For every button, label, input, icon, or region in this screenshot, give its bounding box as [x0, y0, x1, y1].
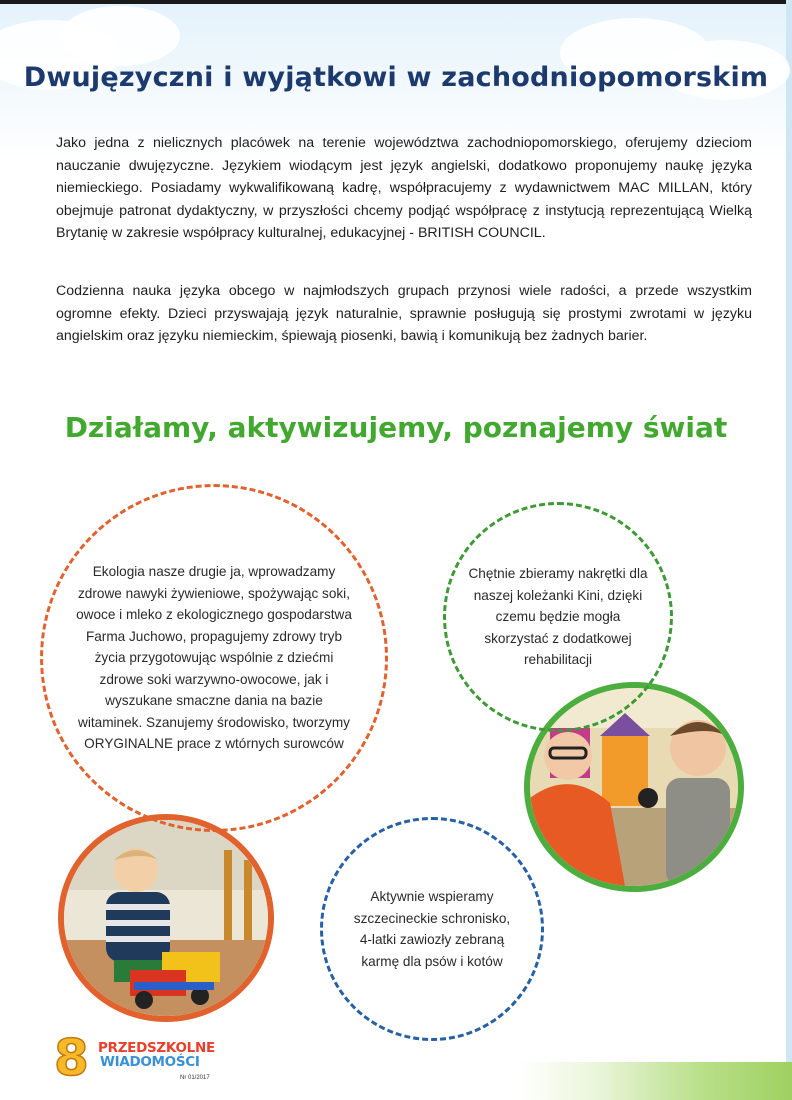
- cloud-decoration: [60, 6, 180, 66]
- page-number: 8: [54, 1029, 89, 1087]
- ecology-bubble-text: Ekologia nasze drugie ja, wprowadzamy zdrowe nawyki żywieniowe, spożywając soki, owoce i mleko z ekologicznego gospodarstwa Farma Juchowo, propagujemy zdrowy tryb życia przygotowując wspólnie z dziećmi zdrowe soki warzywno-owocowe, jak i wyszukane smaczne dania na bazie witaminek. Szanujemy środowisko, tworzymy ORYGINALNE prace z wtórnych surowców: [76, 564, 352, 752]
- ecology-bubble: [40, 484, 388, 832]
- page-title: Dwujęzyczni i wyjątkowi w zachodniopomorskim: [23, 62, 769, 93]
- section-heading: Działamy, aktywizujemy, poznajemy świat: [64, 411, 728, 444]
- bottle-caps-bubble: [443, 502, 673, 732]
- animal-shelter-bubble-text: Aktywnie wspieramy szczecineckie schronisko, 4-latki zawiozły zebraną karmę dla psów i kotów: [353, 889, 511, 969]
- magazine-logo-line2: WIADOMOŚCI: [100, 1053, 200, 1070]
- page-right-edge: [786, 0, 792, 1100]
- magazine-logo-line1: PRZEDSZKOLNE: [98, 1040, 215, 1056]
- bottle-caps-bubble-text: Chętnie zbieramy nakrętki dla naszej koleżanki Kini, dzięki czemu będzie mogła skorzystać z dodatkowej rehabilitacji: [468, 566, 648, 668]
- boy-with-toy-truck-photo: [58, 814, 274, 1022]
- intro-paragraph: Jako jedna z nielicznych placówek na terenie województwa zachodniopomorskiego, oferujemy dzieciom nauczanie dwujęzyczne. Językiem wiodącym jest język angielski, dodatkowo proponujemy naukę języka niemieckiego. Posiadamy wykwalifikowaną kadrę, współpracujemy z wydawnictwem MAC MILLAN, który obejmuje patronat dydaktyczny, w przyszłości chcemy podjąć współpracę z instytucją reprezentującą Wielką Brytanię w zakresie współpracy kulturalnej, edukacyjnej - BRITISH COUNCIL.: [56, 135, 752, 241]
- second-paragraph: Codzienna nauka języka obcego w najmłodszych grupach przynosi wiele radości, a przede wszystkim ogromne efekty. Dzieci przyswajają język naturalnie, sprawnie posługują się prostymi zwrotami w języku angielskim oraz języku niemieckim, śpiewają piosenki, bawią i komunikują bez żadnych barier.: [56, 283, 752, 344]
- animal-shelter-bubble: [320, 817, 544, 1041]
- issue-number: Nr 01/2017: [180, 1075, 210, 1081]
- magazine-logo: [98, 1040, 215, 1070]
- scan-top-edge: [0, 0, 792, 4]
